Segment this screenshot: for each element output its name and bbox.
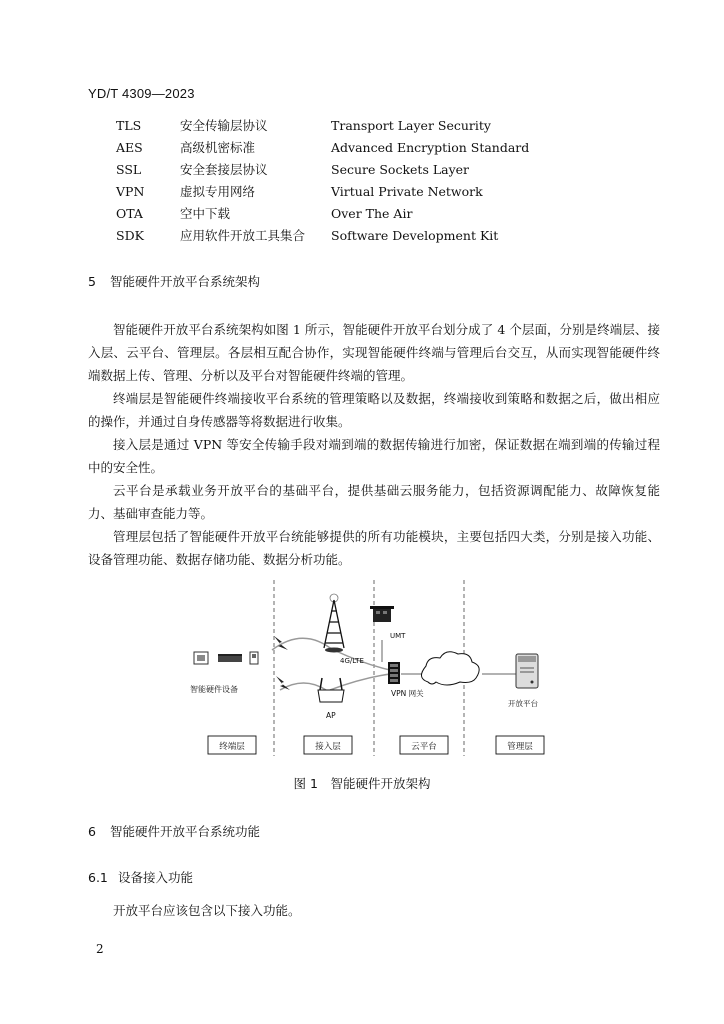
subsection-6-1-heading [88,868,193,886]
abbreviation-row [116,202,571,224]
abbreviation-code: SSL [116,161,142,177]
abbreviation-row [116,136,571,158]
connection-line [280,683,326,690]
server-icon [516,654,538,688]
platform-label: 开放平台 [508,699,538,708]
subsection-number: 6.1 [88,870,108,885]
section-5-heading [88,272,260,290]
paragraph: 管理层包括了智能硬件开放平台统能够提供的所有功能模块，主要包括四大类，分别是接入功能、设备管理功能、数据存储功能、数据分析功能。 [88,529,660,567]
subsection-title: 设备接入功能 [118,870,194,885]
abbreviation-table [116,114,571,246]
abbreviation-chinese: 安全套接层协议 [180,162,268,177]
abbreviation-code: TLS [116,117,142,133]
abbreviation-row [116,180,571,202]
section-number: 6 [88,824,96,839]
paragraph: 开放平台应该包含以下接入功能。 [113,903,301,918]
architecture-diagram [184,578,572,770]
abbreviation-english: Transport Layer Security [331,117,491,133]
abbreviation-chinese: 高级机密标准 [180,140,256,155]
abbreviation-english: Over The Air [331,205,413,221]
layer-label: 终端层 [219,742,245,752]
paragraph: 终端层是智能硬件终端接收平台系统的管理策略以及数据，终端接收到策略和数据之后，做出相应的操作，并通过自身传感器等将数据进行收集。 [88,391,660,429]
section-title: 智能硬件开放平台系统架构 [110,274,261,289]
connection-line [330,674,390,690]
cell-tower-icon [324,594,344,653]
cloud-icon [421,652,479,685]
layer-label: 接入层 [315,742,341,752]
layer-label: 管理层 [507,742,533,752]
ap-router-icon [318,678,344,702]
paragraph: 接入层是通过 VPN 等安全传输手段对端到端的数据传输进行加密，保证数据在端到端的传输过程中的安全性。 [88,437,660,475]
abbreviation-row [116,114,571,136]
paragraph: 智能硬件开放平台系统架构如图 1 所示，智能硬件开放平台划分成了 4 个层面，分别是终端层、接入层、云平台、管理层。各层相互配合协作，实现智能硬件终端与管理后台交互，从而实现智能硬件终端数据上传、管理、分析以及平台对智能硬件终端的管理。 [88,322,660,383]
abbreviation-code: AES [116,139,143,155]
abbreviation-code: SDK [116,227,144,243]
subsection-6-1-body [88,899,660,922]
abbreviation-english: Software Development Kit [331,227,499,243]
ap-label: AP [326,711,336,720]
umt-label: UMT [390,632,406,640]
abbreviation-english: Advanced Encryption Standard [331,139,530,155]
abbreviation-chinese: 虚拟专用网络 [180,184,256,199]
section-number: 5 [88,274,96,289]
umt-device-icon [370,606,394,622]
abbreviation-code: OTA [116,205,143,221]
section-5-body [88,318,660,571]
devices-label: 智能硬件设备 [190,685,238,694]
terminal-devices-icon [194,652,258,664]
abbreviation-chinese: 空中下载 [180,206,231,221]
abbreviation-row [116,224,571,246]
abbreviation-chinese: 应用软件开放工具集合 [180,228,306,243]
section-title: 智能硬件开放平台系统功能 [110,824,261,839]
tower-label: 4G/LTE [340,657,364,665]
standard-header: YD/T 4309—2023 [88,86,195,101]
section-6-heading [88,822,260,840]
abbreviation-row [116,158,571,180]
vpn-label: VPN 网关 [391,689,424,698]
abbreviation-english: Secure Sockets Layer [331,161,470,177]
page-number: 2 [96,942,104,956]
abbreviation-chinese: 安全传输层协议 [180,118,268,133]
layer-label: 云平台 [411,742,437,752]
abbreviation-code: VPN [116,183,145,199]
figure-caption: 图 1 智能硬件开放架构 [293,776,431,791]
paragraph: 云平台是承载业务开放平台的基础平台，提供基础云服务能力，包括资源调配能力、故障恢复能力、基础审查能力等。 [88,483,660,521]
vpn-gateway-icon [388,662,400,684]
abbreviation-english: Virtual Private Network [331,183,483,199]
